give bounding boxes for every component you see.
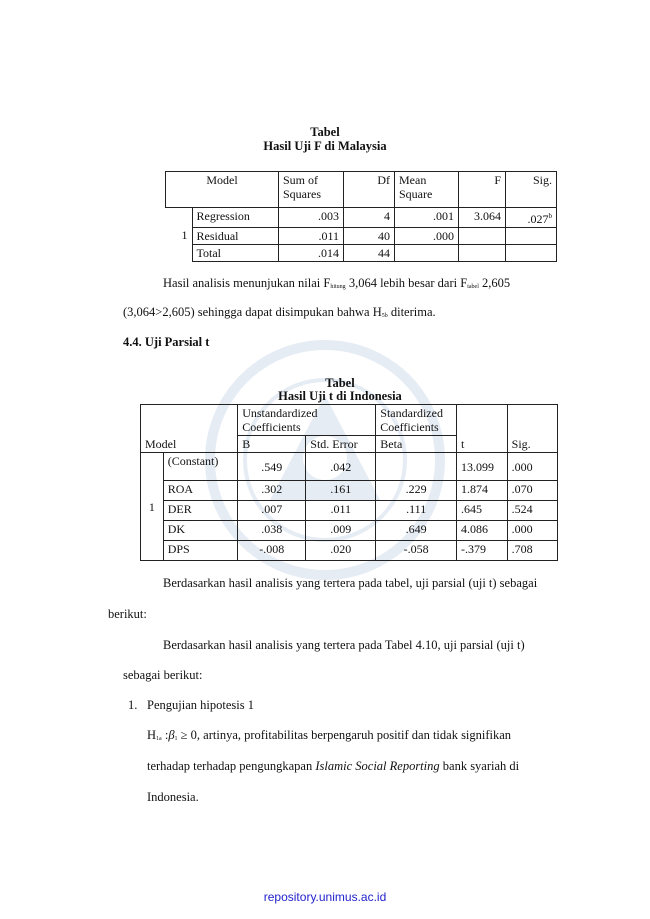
row-label: DPS — [163, 541, 237, 561]
cell-b: -.008 — [238, 541, 306, 561]
header-df: Df — [344, 172, 395, 208]
cell-beta: -.058 — [376, 541, 457, 561]
paragraph-t-summary-1-line2: berikut: — [108, 607, 147, 621]
table1-title: Hasil Uji F di Malaysia — [263, 139, 387, 153]
list-item-title: Pengujian hipotesis 1 — [147, 698, 254, 712]
header-sig: Sig. — [506, 172, 557, 208]
paragraph-t-summary-2: Berdasarkan hasil analisis yang tertera pada Tabel 4.10, uji parsial (uji t) — [163, 638, 525, 652]
table-row — [166, 208, 557, 228]
cell-se: .011 — [306, 501, 376, 521]
cell-sig: .000 — [507, 453, 557, 481]
cell-df: 4 — [344, 208, 395, 228]
header-model: Model — [166, 172, 279, 208]
header-mean-square: Mean Square — [395, 172, 459, 208]
cell-beta: .111 — [376, 501, 457, 521]
cell-se: .042 — [306, 453, 376, 481]
cell-t: 13.099 — [456, 453, 507, 481]
hypothesis-line-2: terhadap terhadap pengungkapan Islamic Social Reporting bank syariah di — [147, 759, 520, 773]
cell-sig: .708 — [507, 541, 557, 561]
cell-ss: .003 — [279, 208, 344, 228]
cell-b: .007 — [238, 501, 306, 521]
row-label: (Constant) — [163, 453, 237, 481]
section-heading: 4.4. Uji Parsial t — [123, 335, 210, 349]
cell-se: .009 — [306, 521, 376, 541]
cell-b: .038 — [238, 521, 306, 541]
cell-t: -.379 — [456, 541, 507, 561]
row-label: DER — [163, 501, 237, 521]
table-row — [166, 245, 557, 262]
table2-t-test — [140, 404, 558, 561]
cell-ms — [395, 245, 459, 262]
header-unstandardized: Unstandardized Coefficients — [238, 405, 376, 436]
cell-t: 4.086 — [456, 521, 507, 541]
table2-label: Tabel — [325, 376, 355, 390]
cell-sig: .070 — [507, 481, 557, 501]
paragraph-t-summary-1: Berdasarkan hasil analisis yang tertera pada tabel, uji parsial (uji t) sebagai — [163, 576, 538, 590]
cell-ms: .001 — [395, 208, 459, 228]
cell-ss: .011 — [279, 228, 344, 245]
cell-f — [459, 228, 506, 245]
cell-beta: .229 — [376, 481, 457, 501]
header-standardized: Standardized Coefficients — [376, 405, 457, 436]
cell-f: 3.064 — [459, 208, 506, 228]
cell-sig — [506, 228, 557, 245]
table-row — [141, 521, 558, 541]
cell-ms: .000 — [395, 228, 459, 245]
paragraph-f-result-line2: (3,064>2,605) sehingga dapat disimpukan bahwa $H_{5b}$ diterima. — [123, 305, 436, 319]
cell-t: 1.874 — [456, 481, 507, 501]
header-sig: Sig. — [507, 405, 557, 453]
table-row — [141, 453, 558, 481]
table-row — [166, 228, 557, 245]
cell-ss: .014 — [279, 245, 344, 262]
row-label: DK — [163, 521, 237, 541]
cell-sig: .524 — [507, 501, 557, 521]
table2-title: Hasil Uji t di Indonesia — [278, 389, 402, 403]
cell-f — [459, 245, 506, 262]
header-sum-of-squares: Sum of Squares — [279, 172, 344, 208]
cell-beta: .649 — [376, 521, 457, 541]
model-number: 1 — [166, 208, 193, 262]
row-label: ROA — [163, 481, 237, 501]
cell-se: .020 — [306, 541, 376, 561]
cell-sig — [506, 245, 557, 262]
cell-b: .302 — [238, 481, 306, 501]
header-t: t — [456, 405, 507, 453]
cell-sig: .000 — [507, 521, 557, 541]
hypothesis-line-3: Indonesia. — [147, 790, 199, 804]
table-row — [141, 501, 558, 521]
model-number: 1 — [141, 453, 164, 561]
table1-label: Tabel — [310, 125, 340, 139]
row-label: Regression — [192, 208, 279, 228]
repository-footer-link[interactable]: repository.unimus.ac.id — [263, 890, 387, 904]
cell-df: 40 — [344, 228, 395, 245]
table-row — [141, 541, 558, 561]
row-label: Residual — [192, 228, 279, 245]
table-row — [141, 481, 558, 501]
hypothesis-line-1: $H_{1a}$ $:\beta_1 \ge 0$, artinya, profitabilitas berpengaruh positif dan tidak signifikan — [147, 728, 512, 742]
header-model: Model — [141, 405, 238, 453]
cell-df: 44 — [344, 245, 395, 262]
cell-beta — [376, 453, 457, 481]
header-beta: Beta — [376, 436, 457, 453]
cell-se: .161 — [306, 481, 376, 501]
list-number: 1. — [128, 698, 138, 712]
cell-t: .645 — [456, 501, 507, 521]
table1-f-test — [165, 171, 557, 262]
paragraph-t-summary-2-line2: sebagai berikut: — [123, 668, 203, 682]
paragraph-f-result: Hasil analisis menunjukan nilai $F_{hitung}$ 3,064 lebih besar dari $F_{tabel}$ 2,605 — [163, 276, 511, 290]
header-std-error: Std. Error — [306, 436, 376, 453]
header-f: F — [459, 172, 506, 208]
cell-sig: .027$^b$ — [506, 208, 557, 228]
cell-b: .549 — [238, 453, 306, 481]
row-label: Total — [192, 245, 279, 262]
header-b: B — [238, 436, 306, 453]
